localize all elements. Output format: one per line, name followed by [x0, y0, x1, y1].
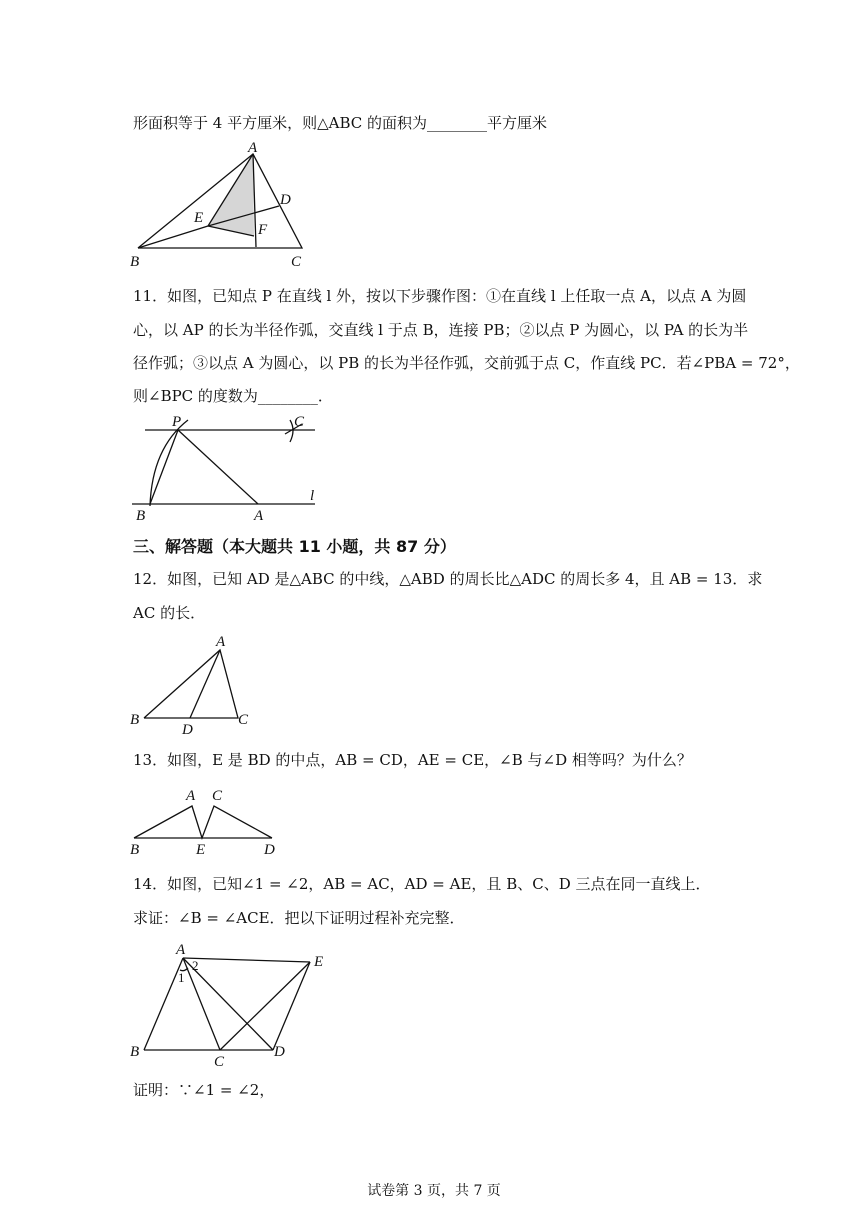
q12-line-1: 12．如图，已知 AD 是△ABC 的中线，△ABD 的周长比△ADC 的周长多 4，且 AB = 13．求	[133, 570, 763, 588]
q14-segment-ce	[220, 962, 310, 1050]
q13-label-a: A	[186, 788, 196, 804]
section-3-title: 三、解答题（本大题共 11 小题，共 87 分）	[133, 537, 456, 556]
q11-line-3: 径作弧；③以点 A 为圆心，以 PB 的长为半径作弧，交前弧于点 C，作直线 PC．若∠PBA = 72°，	[133, 354, 800, 372]
q11-line-4: 则∠BPC 的度数为________．	[133, 387, 333, 405]
q11-line-2: 心，以 AP 的长为半径作弧，交直线 l 于点 B，连接 PB；②以点 P 为圆心，以 PA 的长为半	[133, 321, 749, 339]
q10-label-c: C	[291, 254, 302, 270]
q13-label-d: D	[264, 842, 275, 858]
q12-label-c: C	[238, 712, 249, 728]
q10-label-a: A	[248, 140, 258, 156]
q14-label-c: C	[214, 1054, 225, 1070]
q12-label-d: D	[182, 722, 193, 738]
q10-label-f: F	[258, 222, 268, 238]
q13-label-c: C	[212, 788, 223, 804]
q14-proof-start: 证明：∵∠1 = ∠2，	[133, 1081, 275, 1099]
q14-line-2: 求证：∠B = ∠ACE．把以下证明过程补充完整．	[133, 909, 465, 927]
q12-triangle-abc	[144, 650, 238, 718]
q14-label-a: A	[176, 942, 186, 958]
q13-label-e: E	[196, 842, 206, 858]
q11-segment-pb	[150, 430, 178, 504]
q13-path-b-a-e-c-d	[134, 806, 272, 838]
q11-segment-pa	[178, 430, 258, 504]
q11-label-l: l	[310, 488, 315, 504]
q11-figure	[130, 408, 330, 528]
q11-label-c: C	[294, 414, 305, 430]
q14-label-d: D	[274, 1044, 285, 1060]
q14-segment-ae	[183, 958, 310, 962]
q14-segment-ac	[183, 958, 220, 1050]
q13-figure	[128, 782, 288, 857]
q13-label-b: B	[130, 842, 140, 858]
q12-label-b: B	[130, 712, 140, 728]
q14-segment-de	[273, 962, 310, 1050]
q14-figure	[128, 940, 338, 1070]
q13-text: 13．如图，E 是 BD 的中点，AB = CD，AE = CE，∠B 与∠D 相等吗？为什么？	[133, 751, 692, 769]
q11-line-1: 11．如图，已知点 P 在直线 l 外，按以下步骤作图：①在直线 l 上任取一点 A，以点 A 为圆	[133, 287, 747, 305]
q10-label-b: B	[130, 254, 140, 270]
q14-label-1: 1	[178, 970, 185, 985]
q12-line-2: AC 的长．	[133, 604, 206, 622]
q10-text: 形面积等于 4 平方厘米，则△ABC 的面积为________平方厘米	[133, 114, 547, 132]
q10-triangle-abc	[138, 154, 302, 248]
q14-label-2: 2	[192, 958, 199, 973]
q14-label-b: B	[130, 1044, 140, 1060]
q10-figure	[128, 140, 328, 270]
page-footer: 试卷第 3 页，共 7 页	[367, 1183, 501, 1199]
q14-line-1: 14．如图，已知∠1 = ∠2，AB = AC，AD = AE，且 B、C、D 三点在同一直线上．	[133, 875, 711, 893]
q10-label-d: D	[280, 192, 291, 208]
q12-figure	[128, 630, 268, 740]
q11-label-p: P	[172, 414, 182, 430]
q14-label-e: E	[314, 954, 324, 970]
q11-arc-b	[150, 420, 188, 506]
q11-label-a: A	[254, 508, 264, 524]
q10-segment-be	[138, 226, 208, 248]
q12-median-ad	[190, 650, 220, 718]
q11-label-b: B	[136, 508, 146, 524]
q10-label-e: E	[194, 210, 204, 226]
q12-label-a: A	[216, 634, 226, 650]
